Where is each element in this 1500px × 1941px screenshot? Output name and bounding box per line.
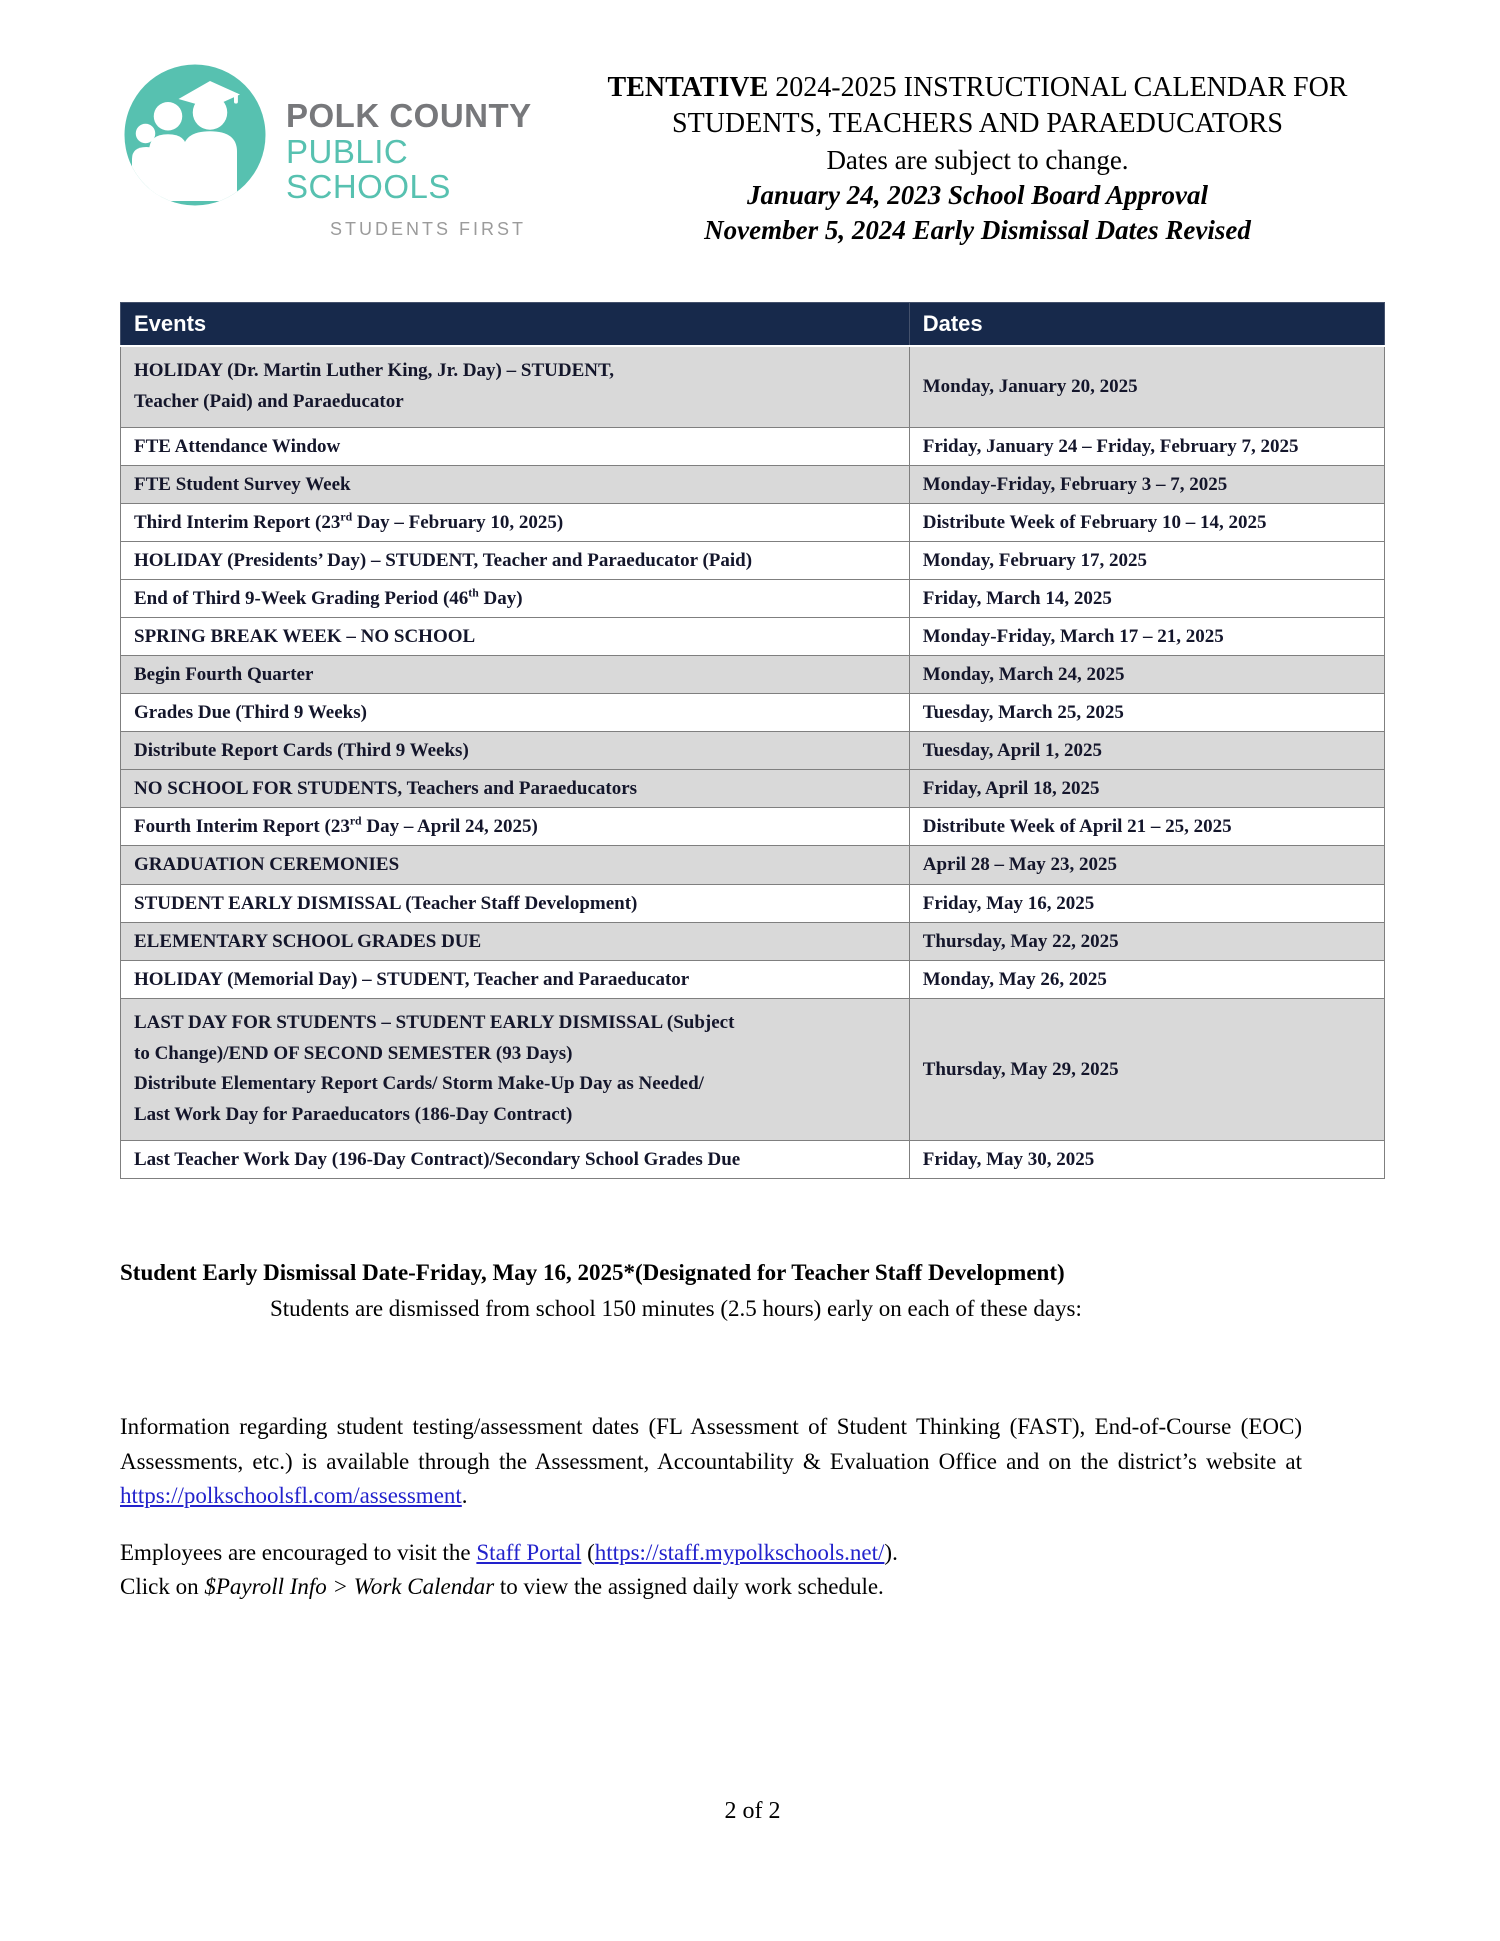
date-cell: Friday, April 18, 2025 [909,770,1384,808]
document-header [120,60,1385,248]
column-header-events: Events [121,303,910,347]
date-cell: Monday, February 17, 2025 [909,541,1384,579]
date-cell: Monday, January 20, 2025 [909,346,1384,427]
district-logo-icon [120,60,270,210]
page-number: 2 of 2 [724,1797,781,1824]
subtitle-dates-change: Dates are subject to change. [826,144,1129,175]
event-cell: NO SCHOOL FOR STUDENTS, Teachers and Paraeducators [121,770,910,808]
table-row [121,998,1385,1140]
early-dismissal-heading: Student Early Dismissal Date-Friday, May 16, 2025*(Designated for Teacher Staff Development) [120,1259,1065,1285]
district-logo [120,60,570,240]
table-row [121,427,1385,465]
calendar-title-block [570,70,1385,248]
event-cell: HOLIDAY (Memorial Day) – STUDENT, Teacher and Paraeducator [121,960,910,998]
event-cell: GRADUATION CEREMONIES [121,846,910,884]
district-logo-text [286,98,570,240]
event-cell: End of Third 9-Week Grading Period (46th Day) [121,579,910,617]
event-cell: STUDENT EARLY DISMISSAL (Teacher Staff Development) [121,884,910,922]
title-line-1 [570,70,1385,106]
event-cell: FTE Student Survey Week [121,465,910,503]
table-row [121,579,1385,617]
date-cell: Tuesday, April 1, 2025 [909,732,1384,770]
table-row [121,503,1385,541]
date-cell: Monday-Friday, February 3 – 7, 2025 [909,465,1384,503]
event-cell: FTE Attendance Window [121,427,910,465]
date-cell: Friday, March 14, 2025 [909,579,1384,617]
event-cell: ELEMENTARY SCHOOL GRADES DUE [121,922,910,960]
date-cell: Monday-Friday, March 17 – 21, 2025 [909,617,1384,655]
table-row [121,694,1385,732]
date-cell: Friday, May 16, 2025 [909,884,1384,922]
event-cell: Grades Due (Third 9 Weeks) [121,694,910,732]
table-row [121,346,1385,427]
table-row [121,541,1385,579]
table-row [121,732,1385,770]
staff-portal-paragraph: Employees are encouraged to visit the Staff Portal (https://staff.mypolkschools.net/). Click on $Payroll Info > Work Calendar to view the assigned daily work schedule. [120,1539,898,1599]
board-approval-line: January 24, 2023 School Board Approval [746,179,1209,210]
event-cell: HOLIDAY (Presidents’ Day) – STUDENT, Teacher and Paraeducator (Paid) [121,541,910,579]
table-row [121,1140,1385,1178]
event-cell: SPRING BREAK WEEK – NO SCHOOL [121,617,910,655]
staff-portal-url-link[interactable]: https://staff.mypolkschools.net/ [594,1539,885,1565]
title-line-2: STUDENTS, TEACHERS AND PARAEDUCATORS [672,108,1283,140]
date-cell: April 28 – May 23, 2025 [909,846,1384,884]
assessment-link[interactable]: https://polkschoolsfl.com/assessment [120,1483,462,1508]
table-row [121,770,1385,808]
event-cell: Third Interim Report (23rd Day – February 10, 2025) [121,503,910,541]
title-tentative: TENTATIVE [607,72,769,103]
column-header-dates: Dates [909,303,1384,347]
table-row [121,656,1385,694]
date-cell: Tuesday, March 25, 2025 [909,694,1384,732]
logo-district-name: POLK COUNTY [286,97,532,134]
event-cell: Last Teacher Work Day (196-Day Contract)/Secondary School Grades Due [121,1140,910,1178]
table-row [121,960,1385,998]
logo-tagline: STUDENTS FIRST [329,218,526,239]
date-cell: Thursday, May 22, 2025 [909,922,1384,960]
title-line-1-rest: 2024-2025 INSTRUCTIONAL CALENDAR FOR [768,72,1348,103]
table-row [121,808,1385,846]
event-cell: HOLIDAY (Dr. Martin Luther King, Jr. Day) – STUDENT, Teacher (Paid) and Paraeducator [121,346,910,427]
event-cell: LAST DAY FOR STUDENTS – STUDENT EARLY DISMISSAL (Subject to Change)/END OF SECOND SEMESTER (93 Days) Distribute Elementary Report Cards/ Storm Make-Up Day as Needed/ Last Work Day for Paraeducators (186-Day Contract) [121,998,910,1140]
early-dismissal-note [120,1257,1385,1324]
event-cell: Distribute Report Cards (Third 9 Weeks) [121,732,910,770]
staff-portal-link[interactable]: Staff Portal [476,1539,582,1565]
date-cell: Friday, January 24 – Friday, February 7, 2025 [909,427,1384,465]
logo-district-type: PUBLIC SCHOOLS [286,132,451,206]
date-cell: Friday, May 30, 2025 [909,1140,1384,1178]
date-cell: Distribute Week of February 10 – 14, 2025 [909,503,1384,541]
early-dismissal-description: Students are dismissed from school 150 minutes (2.5 hours) early on each of these days: [270,1295,1082,1321]
table-row [121,465,1385,503]
date-cell: Monday, March 24, 2025 [909,656,1384,694]
revision-line: November 5, 2024 Early Dismissal Dates Revised [704,214,1251,245]
table-header-row [121,303,1385,347]
event-cell: Begin Fourth Quarter [121,656,910,694]
table-row [121,922,1385,960]
date-cell: Thursday, May 29, 2025 [909,998,1384,1140]
table-row [121,617,1385,655]
table-row [121,846,1385,884]
events-dates-table [120,302,1385,1179]
date-cell: Distribute Week of April 21 – 25, 2025 [909,808,1384,846]
assessment-info-paragraph: Information regarding student testing/assessment dates (FL Assessment of Student Thinking (FAST), End-of-Course (EOC) Assessments, etc.) is available through the Assessment, Accountability & Evaluation Office and on the district’s website at https://polkschoolsfl.com/assessment. [120,1414,1302,1508]
date-cell: Monday, May 26, 2025 [909,960,1384,998]
event-cell: Fourth Interim Report (23rd Day – April 24, 2025) [121,808,910,846]
table-row [121,884,1385,922]
